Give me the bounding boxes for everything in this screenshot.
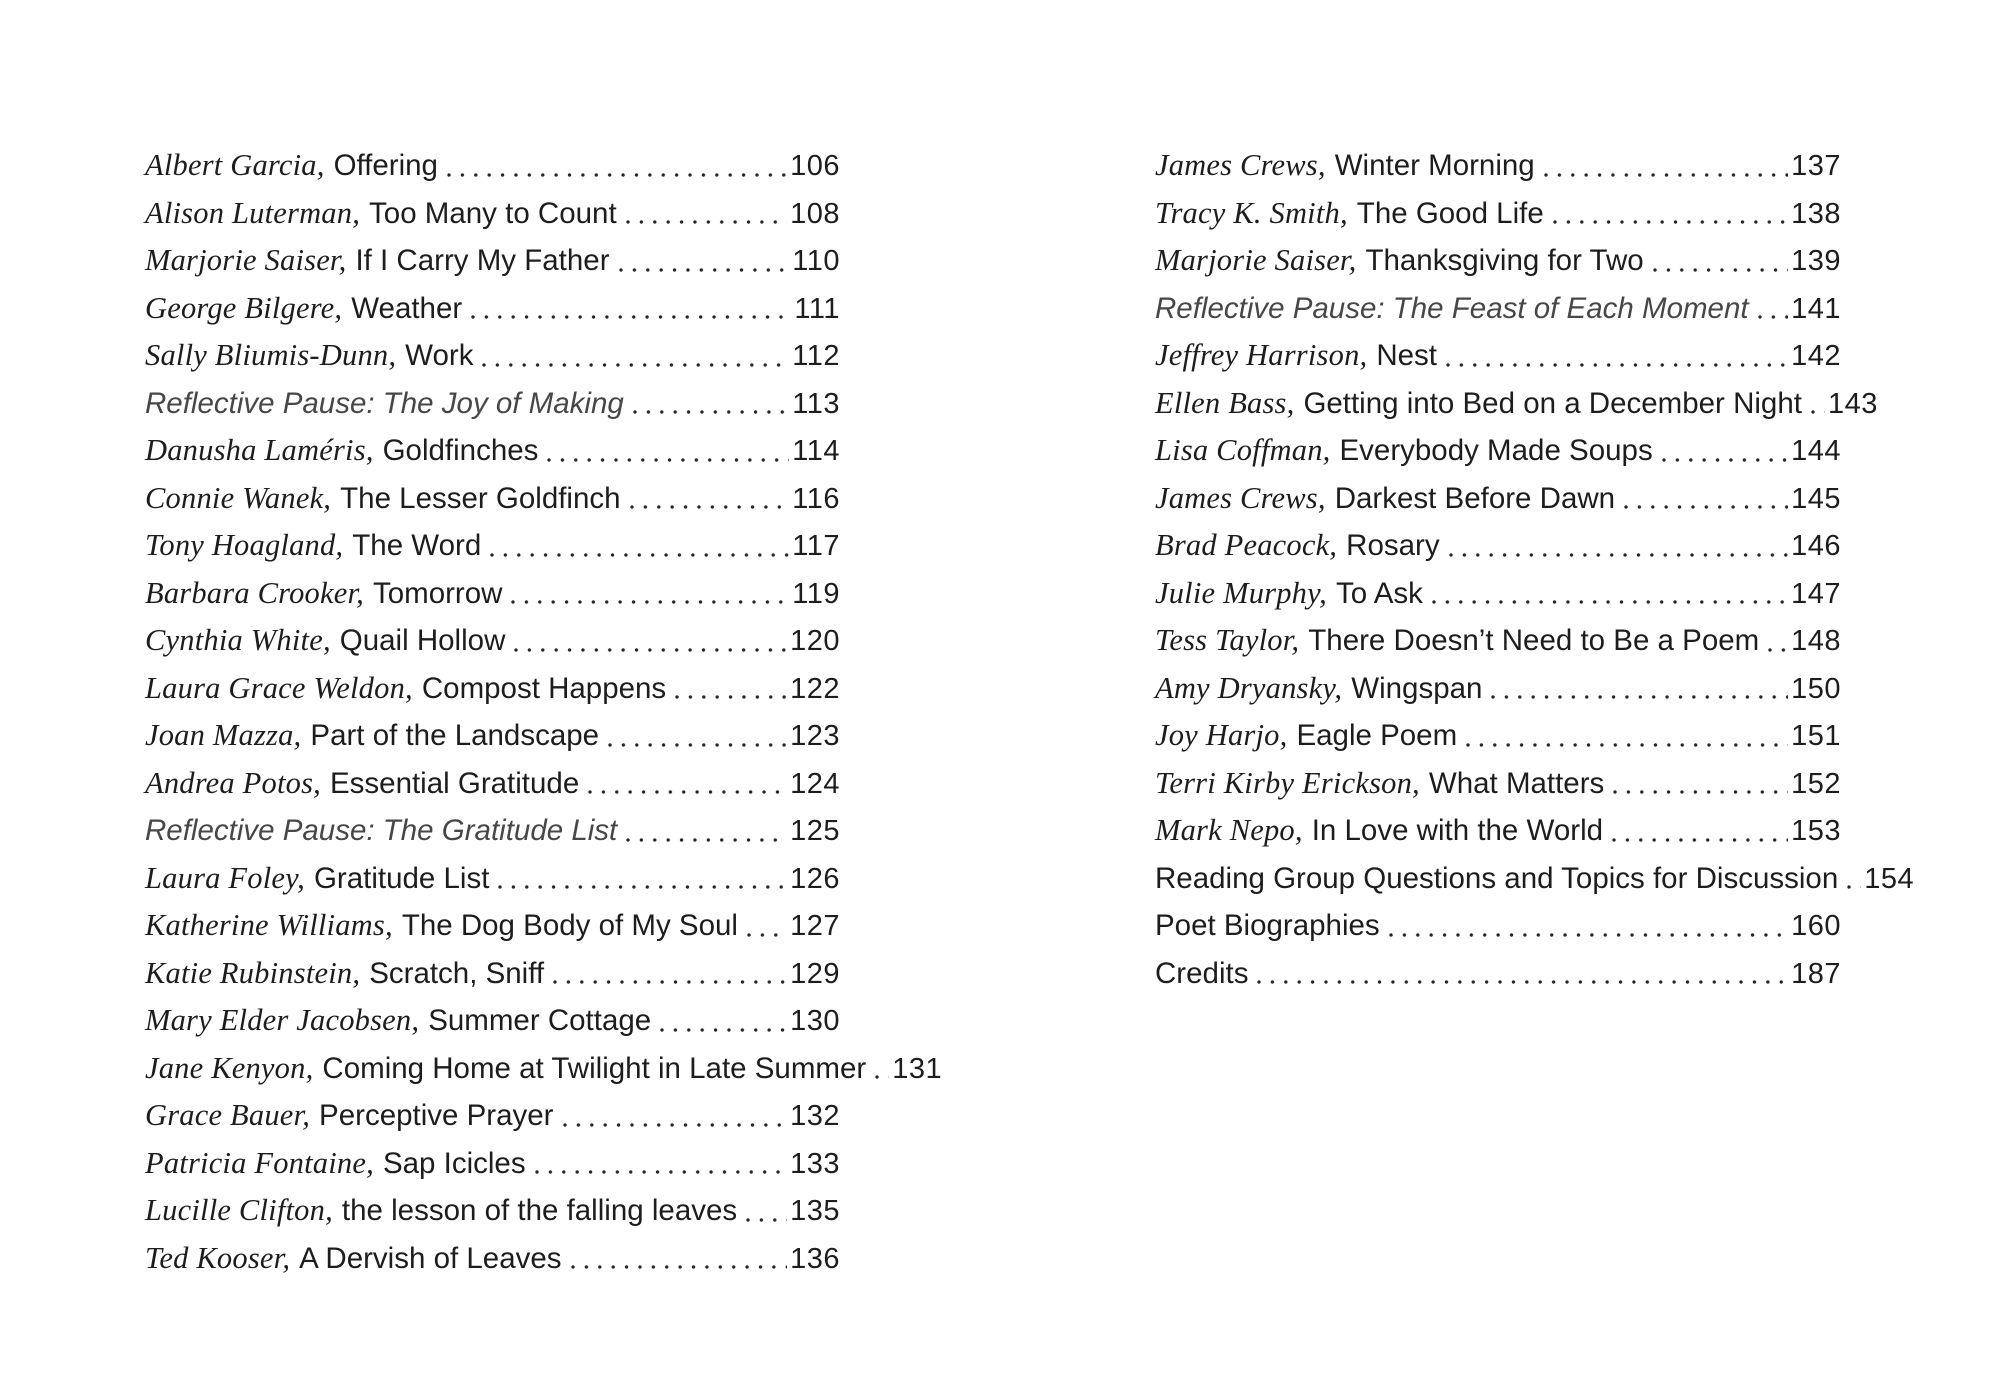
toc-entry-author: Joy Harjo, <box>1155 718 1288 752</box>
dot-leader <box>619 268 790 272</box>
toc-entry-author: Tess Taylor, <box>1155 623 1300 657</box>
toc-entry-page-number: 111 <box>794 292 840 325</box>
toc-entry-title: Summer Cottage <box>428 1004 652 1037</box>
toc-entry <box>145 237 840 285</box>
dot-leader <box>633 410 789 414</box>
toc-entry <box>145 855 840 903</box>
toc-entry-page-number: 160 <box>1791 910 1841 942</box>
toc-entry-page-number: 137 <box>1791 150 1841 182</box>
dot-leader <box>1432 600 1788 604</box>
toc-entry-page-number: 129 <box>790 957 840 990</box>
toc-entry <box>1155 712 1841 760</box>
toc-entry-page-number: 145 <box>1791 482 1841 515</box>
toc-entry-author: Cynthia White, <box>145 623 331 657</box>
toc-entry-page-number: 127 <box>790 910 840 942</box>
toc-entry-page-number: 141 <box>1791 292 1841 325</box>
toc-entry-author: James Crews, <box>1155 148 1326 182</box>
toc-entry <box>1155 665 1841 713</box>
dot-leader <box>1257 980 1788 984</box>
toc-entry <box>145 190 840 238</box>
toc-entry <box>1155 570 1841 618</box>
toc-entry-title: Compost Happens <box>421 671 667 705</box>
toc-entry-author: Katie Rubinstein, <box>145 955 361 990</box>
toc-entry-page-number: 187 <box>1791 957 1841 990</box>
toc-entry-title: Reflective Pause: The Joy of Making <box>145 386 624 420</box>
toc-entry-page-number: 108 <box>790 197 840 230</box>
dot-leader <box>535 1170 788 1174</box>
toc-entry-title: Scratch, Sniff <box>369 956 545 990</box>
toc-entry-title: Weather <box>351 291 463 325</box>
toc-entry-title: Reflective Pause: The Gratitude List <box>145 814 618 847</box>
toc-entry-author: Tony Hoagland, <box>145 528 344 562</box>
toc-entry-page-number: 142 <box>1791 340 1841 372</box>
dot-leader <box>1662 458 1788 462</box>
toc-entry <box>145 997 840 1045</box>
toc-entry-page-number: 146 <box>1791 530 1841 562</box>
toc-entry-author: Connie Wanek, <box>145 480 332 515</box>
toc-entry-title: If I Carry My Father <box>355 244 610 277</box>
toc-entry-title: The Good Life <box>1356 196 1544 230</box>
dot-leader <box>626 220 787 224</box>
dot-leader <box>1553 220 1788 224</box>
toc-entry-page-number: 133 <box>790 1147 840 1180</box>
dot-leader <box>482 363 789 367</box>
toc-entry-page-number: 113 <box>792 387 840 420</box>
toc-entry-author: Jeffrey Harrison, <box>1155 338 1368 372</box>
dot-leader <box>1768 648 1788 652</box>
toc-entry <box>1155 190 1841 238</box>
toc-entry-page-number: 119 <box>792 577 840 610</box>
toc-entry-page-number: 136 <box>790 1242 840 1275</box>
toc-entry <box>145 475 840 523</box>
toc-entry-title: Too Many to Count <box>369 196 617 230</box>
toc-entry-page-number: 123 <box>790 720 840 752</box>
toc-entry-title: Credits <box>1155 956 1249 990</box>
toc-entry-page-number: 150 <box>1791 672 1841 705</box>
toc-entry-author: Albert Garcia, <box>145 148 325 182</box>
toc-entry-author: Laura Grace Weldon, <box>145 670 413 705</box>
toc-entry-title: What Matters <box>1428 766 1605 800</box>
toc-entry <box>1155 760 1841 808</box>
toc-entry <box>1155 855 1915 903</box>
toc-entry-author: Brad Peacock, <box>1155 528 1338 562</box>
dot-leader <box>553 980 787 984</box>
toc-entry-page-number: 148 <box>1791 625 1841 657</box>
toc-entry-author: Mary Elder Jacobsen, <box>145 1003 420 1037</box>
toc-column-left <box>145 142 943 1282</box>
toc-entry-page-number: 126 <box>790 862 840 895</box>
toc-entry <box>1155 285 1841 333</box>
toc-entry <box>145 1187 840 1235</box>
toc-entry <box>145 760 840 808</box>
toc-entry <box>145 380 840 428</box>
toc-entry <box>145 285 840 333</box>
toc-entry <box>145 332 840 380</box>
dot-leader <box>563 1123 788 1127</box>
dot-leader <box>490 553 789 557</box>
toc-entry <box>145 902 840 950</box>
toc-entry-title: Goldfinches <box>382 434 539 467</box>
dot-leader <box>471 315 791 319</box>
toc-entry-title: Reflective Pause: The Feast of Each Moment <box>1155 291 1749 325</box>
toc-entry-title: Darkest Before Dawn <box>1334 481 1616 515</box>
dot-leader <box>1811 410 1825 414</box>
toc-entry-title: Nest <box>1376 339 1438 372</box>
dot-leader <box>747 933 787 937</box>
toc-entry-title: In Love with the World <box>1311 814 1604 847</box>
dot-leader <box>746 1218 787 1222</box>
toc-entry-author: Terri Kirby Erickson, <box>1155 765 1420 800</box>
toc-entry-page-number: 131 <box>892 1052 943 1085</box>
toc-entry <box>1155 807 1841 855</box>
dot-leader <box>608 743 787 747</box>
toc-entry <box>145 712 840 760</box>
toc-entry-title: Part of the Landscape <box>310 719 600 752</box>
toc-entry-title: Coming Home at Twilight in Late Summer <box>322 1051 867 1085</box>
toc-entry-title: Wingspan <box>1351 671 1483 705</box>
toc-entry-author: Marjorie Saiser, <box>1155 243 1357 277</box>
toc-entry-author: Danusha Laméris, <box>145 433 374 467</box>
toc-entry-author: Alison Luterman, <box>145 195 361 230</box>
toc-entry-title: The Word <box>352 529 482 562</box>
toc-entry-title: The Dog Body of My Soul <box>401 909 738 942</box>
toc-entry-title: Poet Biographies <box>1155 909 1380 942</box>
toc-entry <box>1155 950 1841 998</box>
toc-entry-title: Sap Icicles <box>382 1146 526 1180</box>
toc-entry-author: Lisa Coffman, <box>1155 433 1331 467</box>
toc-entry-author: Joan Mazza, <box>145 718 302 752</box>
toc-entry-title: Rosary <box>1346 529 1440 562</box>
toc-entry <box>145 1092 840 1140</box>
dot-leader <box>875 1075 889 1079</box>
toc-entry-author: Julie Murphy, <box>1155 575 1328 610</box>
toc-entry <box>1155 380 1878 428</box>
toc-entry <box>145 617 840 665</box>
toc-entry-author: George Bilgere, <box>145 290 343 325</box>
dot-leader <box>1449 553 1789 557</box>
toc-entry-page-number: 151 <box>1791 720 1841 752</box>
dot-leader <box>1491 695 1788 699</box>
toc-entry-title: Offering <box>333 149 438 182</box>
toc-entry-title: Quail Hollow <box>339 624 506 657</box>
toc-entry-author: Lucille Clifton, <box>145 1193 333 1227</box>
dot-leader <box>1389 933 1788 937</box>
toc-entry-author: Jane Kenyon, <box>145 1050 314 1085</box>
toc-entry-author: Grace Bauer, <box>145 1098 311 1132</box>
toc-entry-page-number: 112 <box>792 340 840 372</box>
toc-entry-title: Eagle Poem <box>1296 719 1458 752</box>
dot-leader <box>660 1028 787 1032</box>
toc-entry-title: Winter Morning <box>1334 149 1535 182</box>
toc-entry-page-number: 152 <box>1791 767 1841 800</box>
toc-entry-page-number: 132 <box>790 1100 840 1132</box>
toc-entry <box>1155 902 1841 950</box>
toc-entry-author: Mark Nepo, <box>1155 813 1303 847</box>
toc-entry-page-number: 114 <box>792 435 840 467</box>
toc-entry-title: the lesson of the falling leaves <box>341 1194 738 1227</box>
toc-entry-title: Tomorrow <box>372 576 503 610</box>
toc-entry <box>145 427 840 475</box>
toc-entry-page-number: 130 <box>790 1005 840 1037</box>
toc-entry <box>145 807 840 855</box>
toc-entry <box>1155 617 1841 665</box>
toc-entry-page-number: 122 <box>790 672 840 705</box>
toc-entry <box>1155 142 1841 190</box>
toc-column-right <box>1155 142 1915 997</box>
toc-entry-page-number: 116 <box>792 482 840 515</box>
toc-entry-author: Ted Kooser, <box>145 1240 291 1275</box>
toc-entry-author: Andrea Potos, <box>145 765 321 800</box>
toc-entry-title: There Doesn’t Need to Be a Poem <box>1308 624 1760 657</box>
dot-leader <box>630 505 790 509</box>
toc-entry <box>145 950 840 998</box>
dot-leader <box>626 838 787 842</box>
toc-entry-page-number: 139 <box>1791 245 1841 277</box>
toc-entry-page-number: 153 <box>1791 815 1841 847</box>
toc-entry-page-number: 144 <box>1791 435 1841 467</box>
toc-entry <box>145 1045 943 1093</box>
toc-entry-page-number: 143 <box>1827 387 1878 420</box>
dot-leader <box>511 600 789 604</box>
toc-entry-author: Ellen Bass, <box>1155 385 1295 420</box>
dot-leader <box>514 648 787 652</box>
dot-leader <box>1613 790 1788 794</box>
toc-entry-page-number: 138 <box>1791 197 1841 230</box>
toc-entry-title: Getting into Bed on a December Night <box>1303 386 1802 420</box>
toc-entry-title: Gratitude List <box>313 861 490 895</box>
dot-leader <box>1466 743 1788 747</box>
toc-entry-page-number: 147 <box>1791 577 1841 610</box>
toc-entry-page-number: 124 <box>790 767 840 800</box>
dot-leader <box>498 885 787 889</box>
dot-leader <box>1847 885 1861 889</box>
dot-leader <box>1612 838 1788 842</box>
dot-leader <box>1624 505 1788 509</box>
toc-entry-author: Amy Dryansky, <box>1155 670 1343 705</box>
toc-entry-title: Perceptive Prayer <box>319 1099 554 1132</box>
toc-entry-page-number: 154 <box>1864 862 1915 895</box>
toc-entry-author: Marjorie Saiser, <box>145 243 347 277</box>
toc-entry-author: Patricia Fontaine, <box>145 1145 374 1180</box>
dot-leader <box>447 173 787 177</box>
dot-leader <box>588 790 787 794</box>
toc-entry-author: Barbara Crooker, <box>145 575 364 610</box>
dot-leader <box>1758 315 1789 319</box>
toc-entry <box>145 522 840 570</box>
toc-entry-title: Thanksgiving for Two <box>1365 244 1644 277</box>
toc-entry-page-number: 135 <box>790 1195 840 1227</box>
toc-entry-title: A Dervish of Leaves <box>299 1241 562 1275</box>
toc-entry <box>145 1235 840 1283</box>
toc-entry <box>1155 475 1841 523</box>
toc-entry-page-number: 106 <box>790 150 840 182</box>
toc-entry-page-number: 110 <box>792 245 840 277</box>
toc-entry <box>1155 427 1841 475</box>
dot-leader <box>571 1265 788 1269</box>
toc-entry <box>1155 237 1841 285</box>
dot-leader <box>675 695 787 699</box>
toc-entry <box>145 1140 840 1188</box>
toc-entry <box>1155 332 1841 380</box>
toc-entry <box>145 665 840 713</box>
dot-leader <box>1544 173 1788 177</box>
toc-entry-title: Essential Gratitude <box>329 766 580 800</box>
toc-entry-title: Everybody Made Soups <box>1339 434 1653 467</box>
toc-entry-title: The Lesser Goldfinch <box>340 481 621 515</box>
dot-leader <box>547 458 789 462</box>
toc-entry-author: Sally Bliumis-Dunn, <box>145 338 397 372</box>
toc-entry <box>145 142 840 190</box>
toc-entry-page-number: 125 <box>790 815 840 847</box>
toc-entry-page-number: 117 <box>792 530 840 562</box>
toc-entry-author: Laura Foley, <box>145 860 305 895</box>
toc-entry-title: To Ask <box>1336 576 1423 610</box>
toc-entry <box>145 570 840 618</box>
dot-leader <box>1653 268 1788 272</box>
toc-entry-title: Work <box>405 339 474 372</box>
toc-entry-author: Katherine Williams, <box>145 908 393 942</box>
toc-entry <box>1155 522 1841 570</box>
toc-entry-title: Reading Group Questions and Topics for Discussion <box>1155 861 1839 895</box>
toc-entry-author: James Crews, <box>1155 480 1326 515</box>
dot-leader <box>1446 363 1788 367</box>
toc-entry-author: Tracy K. Smith, <box>1155 195 1348 230</box>
toc-entry-page-number: 120 <box>790 625 840 657</box>
